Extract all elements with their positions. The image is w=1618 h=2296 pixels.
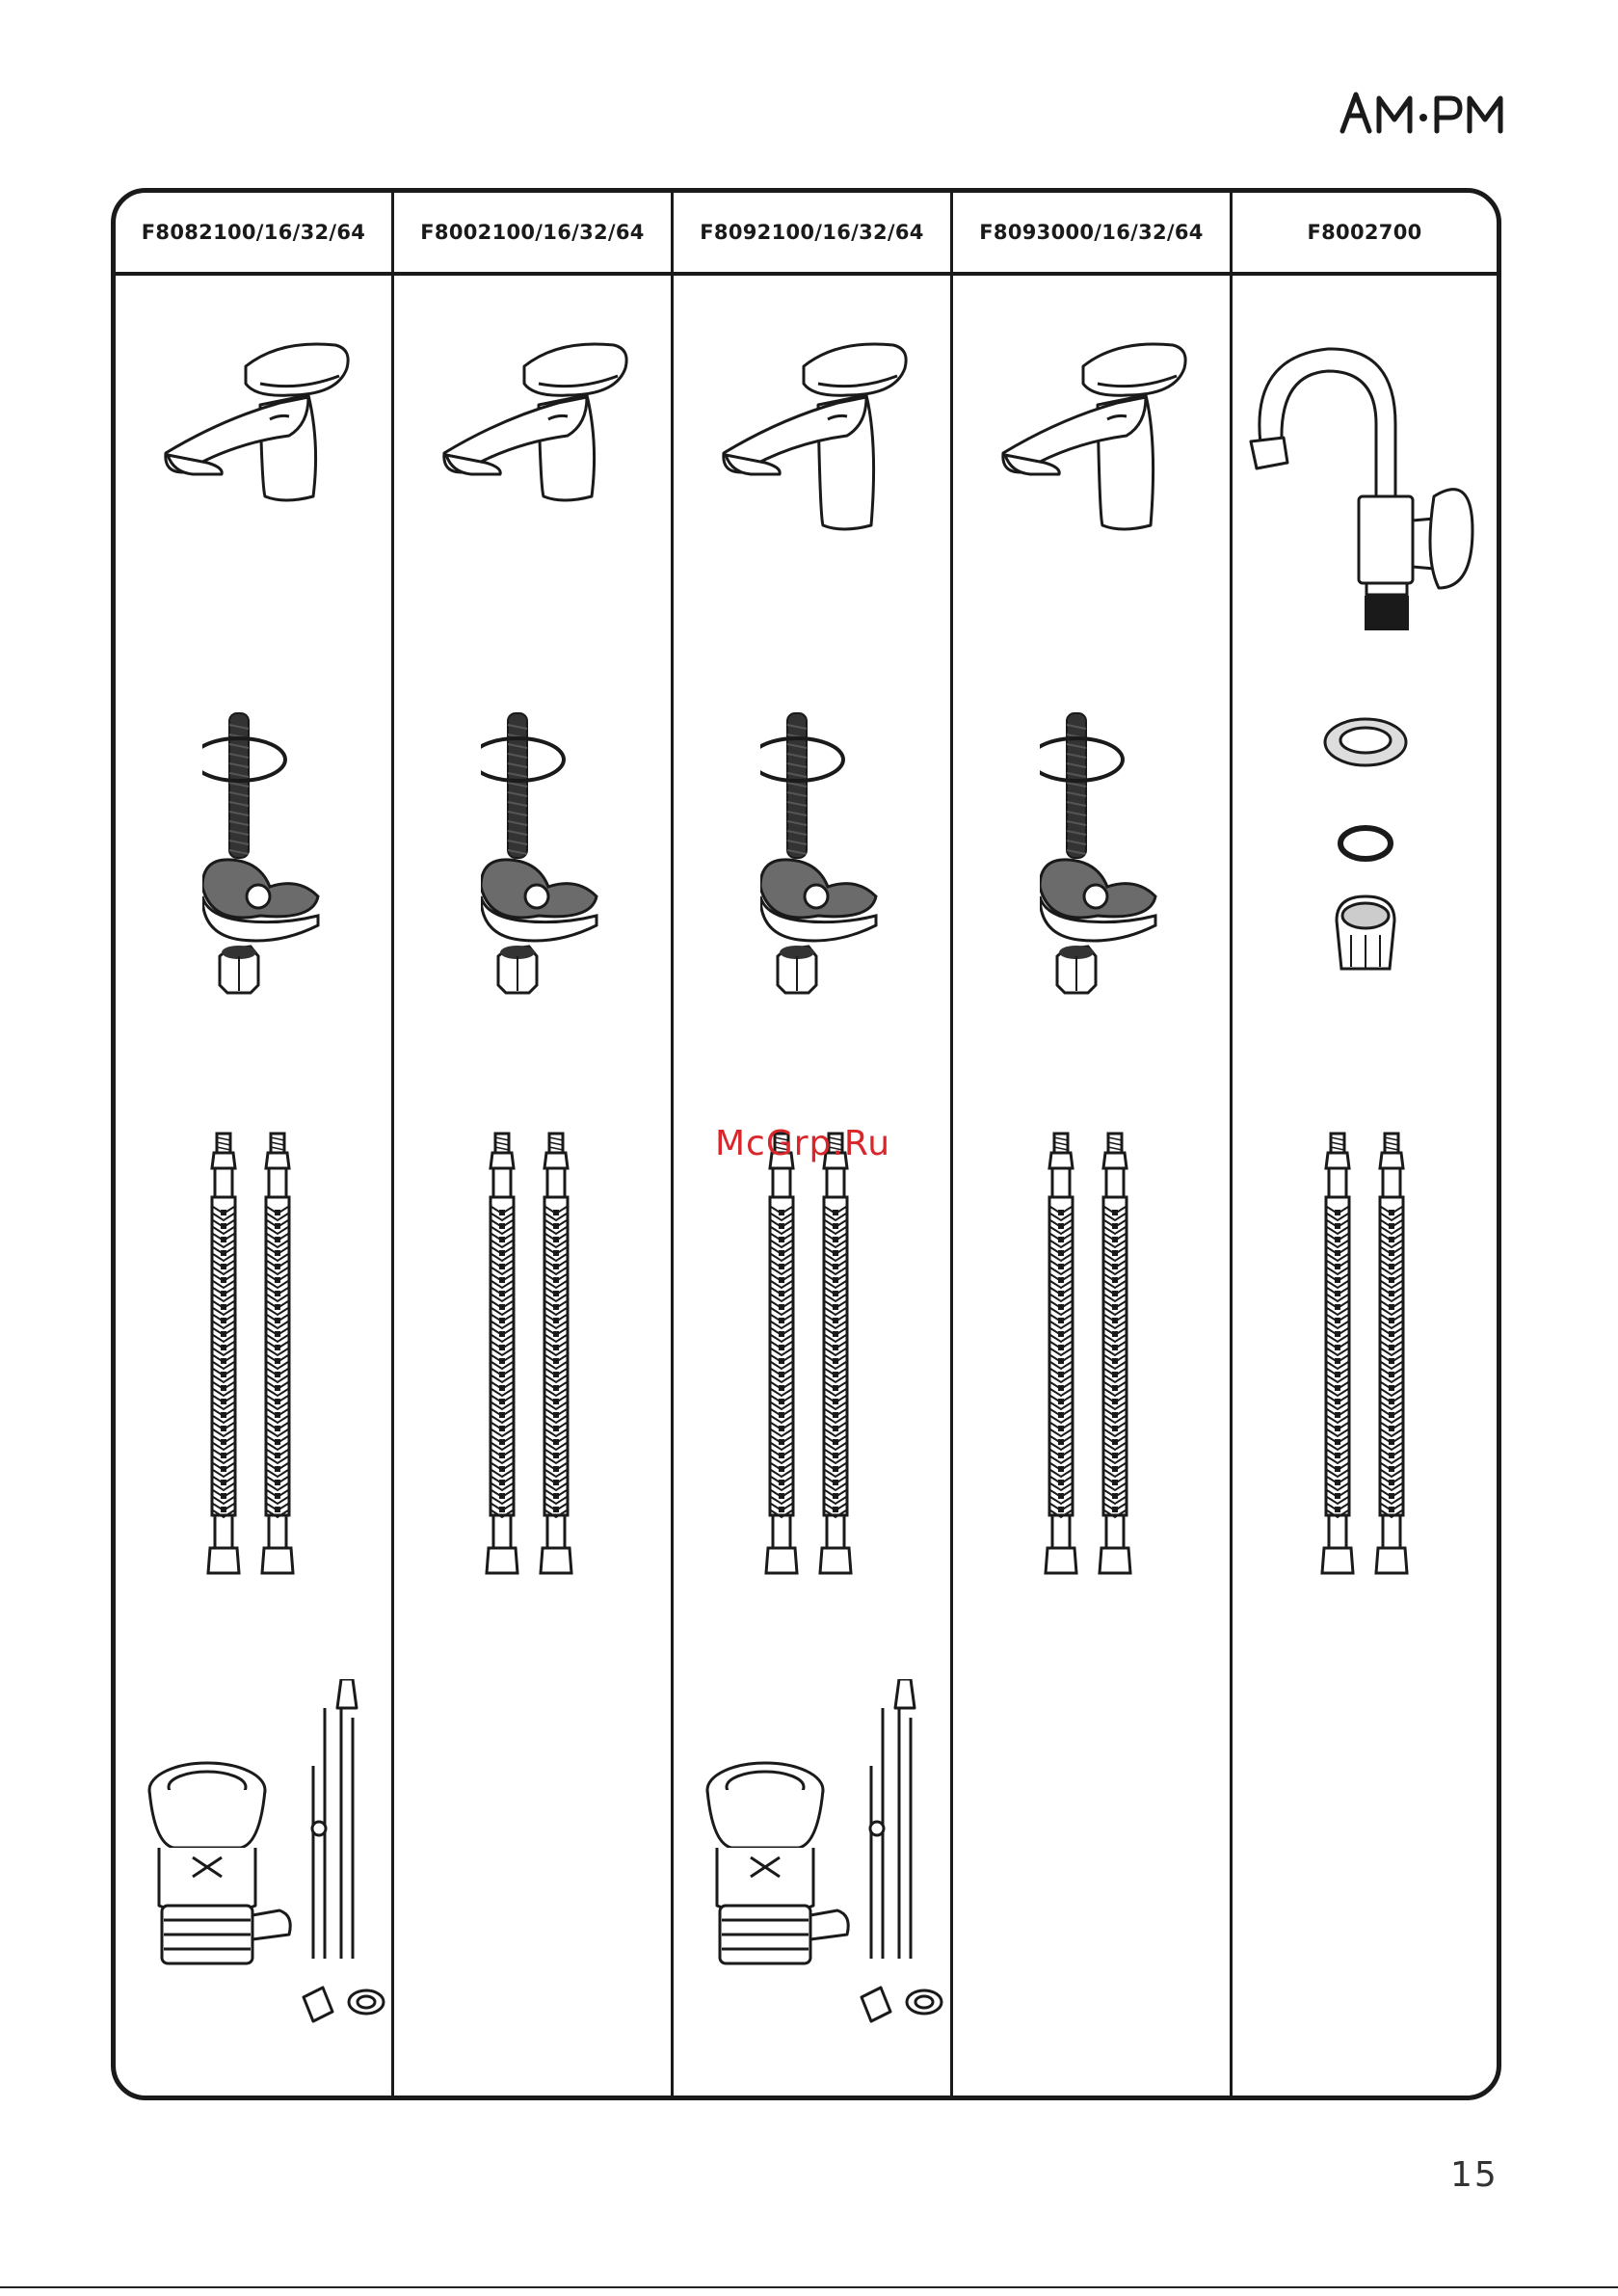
flexible-hoses-illustration: [202, 1130, 299, 1581]
mounting-kit-illustration: [202, 704, 328, 1002]
basin-faucet-illustration: [992, 328, 1194, 559]
basin-faucet-illustration: [154, 328, 357, 559]
drain-set-illustration: [693, 1679, 943, 2026]
flexible-hoses-illustration: [1316, 1130, 1413, 1581]
basin-faucet-illustration: [712, 328, 915, 559]
mounting-kit-illustration: [481, 704, 606, 1002]
gasket-set-illustration: [1322, 708, 1409, 978]
column-header: F8092100/16/32/64: [674, 193, 950, 276]
basin-faucet-illustration: [433, 328, 635, 559]
kitchen-faucet-illustration: [1241, 328, 1482, 636]
flexible-hoses-illustration: [760, 1130, 857, 1581]
page-number: 15: [1450, 2155, 1499, 2195]
column-header: F8002100/16/32/64: [394, 193, 671, 276]
flexible-hoses-illustration: [1040, 1130, 1136, 1581]
mounting-kit-illustration: [760, 704, 886, 1002]
column-header: F8082100/16/32/64: [116, 193, 391, 276]
brand-logo: [1335, 85, 1508, 143]
page-bottom-rule: [0, 2286, 1618, 2288]
mounting-kit-illustration: [1040, 704, 1165, 1002]
watermark: McGrp.Ru: [715, 1124, 891, 1163]
column-header: F8093000/16/32/64: [953, 193, 1230, 276]
column-header: F8002700: [1233, 193, 1497, 276]
flexible-hoses-illustration: [481, 1130, 577, 1581]
drain-set-illustration: [135, 1679, 385, 2026]
